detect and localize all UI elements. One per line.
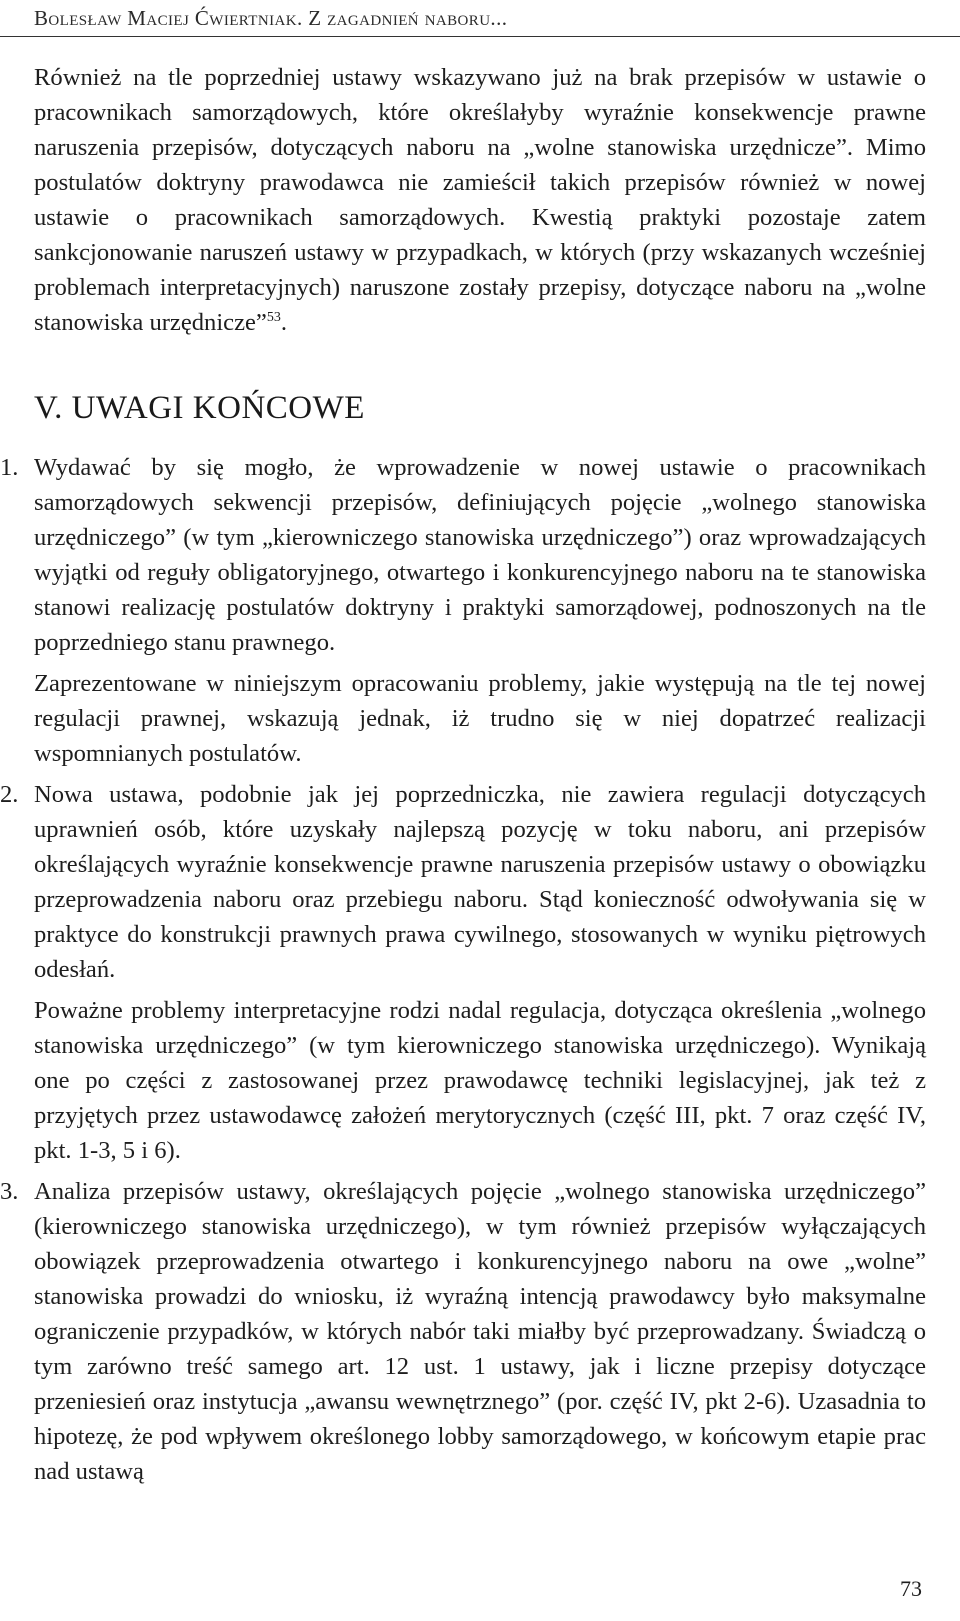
conclusion-item	[0, 450, 926, 771]
item-number: 3.	[0, 1178, 19, 1205]
intro-paragraph-end: .	[280, 309, 288, 336]
item-paragraph: Wydawać by się mogło, że wprowadzenie w nowej ustawie o pracownikach samorządowych sekwencji przepisów, definiujących pojęcie „wolnego stanowiska urzędniczego” (w tym „kierowniczego stanowiska urzędniczego”) oraz wprowadzających wyjątki od reguły obligatoryjnego, otwartego i konkurencyjnego naboru na te stanowiska stanowi realizację postulatów doktryny i praktyki samorządowej, podnoszonych na tle poprzedniego stanu prawnego.	[34, 454, 926, 656]
item-number: 2.	[0, 781, 19, 808]
intro-paragraph	[34, 60, 926, 340]
conclusions-list	[0, 450, 926, 1489]
running-head: Bolesław Maciej Ćwiertniak. Z zagadnień naboru...	[34, 6, 508, 30]
item-paragraph: Poważne problemy interpretacyjne rodzi nadal regulacja, dotycząca określenia „wolnego stanowiska urzędniczego” (w tym kierowniczego stanowiska urzędniczego). Wynikają one po części z zastosowanej przez prawodawcę techniki legislacyjnej, jak też z przyjętych przez ustawodawcę założeń merytorycznych (część III, pkt. 7 oraz część IV, pkt. 1-3, 5 i 6).	[34, 997, 926, 1164]
intro-paragraph-text: Również na tle poprzedniej ustawy wskazywano już na brak przepisów w ustawie o pracownikach samorządowych, które określałyby wyraźnie konsekwencje prawne naruszenia przepisów, dotyczących naboru na „wolne stanowiska urzędnicze”. Mimo postulatów doktryny prawodawca nie zamieścił takich przepisów również w nowej ustawie o pracownikach samorządowych. Kwestią praktyki pozostaje zatem sankcjonowanie naruszeń ustawy w przypadkach, w których (przy wskazanych wcześniej problemach interpretacyjnych) naruszone zostały przepisy, dotyczące naboru na „wolne stanowiska urzędnicze”	[34, 64, 926, 336]
item-number: 1.	[0, 454, 19, 481]
page-number: 73	[900, 1576, 922, 1601]
item-paragraph: Nowa ustawa, podobnie jak jej poprzedniczka, nie zawiera regulacji dotyczących uprawnień osób, które uzyskały najlepszą pozycję w toku naboru, ani przepisów określających wyraźnie konsekwencje prawne naruszenia przepisów ustawy o obowiązku przeprowadzenia naboru oraz przebiegu naboru. Stąd konieczność odwoływania się w praktyce do konstrukcji prawnych prawa cywilnego, stosowanych w wyniku piętrowych odesłań.	[34, 781, 926, 983]
page-body	[0, 60, 926, 1489]
section-heading: V. UWAGI KOŃCOWE	[34, 390, 365, 426]
header-rule	[0, 36, 960, 37]
conclusion-item	[0, 777, 926, 1168]
item-paragraph: Analiza przepisów ustawy, określających pojęcie „wolnego stanowiska urzędniczego” (kierowniczego stanowiska urzędniczego), w tym również przepisów wyłączających obowiązek przeprowadzenia otwartego i konkurencyjnego naboru na owe „wolne” stanowiska prowadzi do wniosku, iż wyraźną intencją prawodawcy było maksymalne ograniczenie przypadków, w których nabór taki miałby być przeprowadzany. Świadczą o tym zarówno treść samego art. 12 ust. 1 ustawy, jak i liczne przepisy dotyczące przeniesień oraz instytucja „awansu wewnętrznego” (por. część IV, pkt 2-6). Uzasadnia to hipotezę, że pod wpływem określonego lobby samorządowego, w końcowym etapie prac nad ustawą	[34, 1178, 926, 1485]
item-paragraph: Zaprezentowane w niniejszym opracowaniu problemy, jakie występują na tle tej nowej regulacji prawnej, wskazują jednak, iż trudno się w niej dopatrzeć realizacji wspomnianych postulatów.	[34, 670, 926, 767]
footnote-ref: 53	[266, 310, 281, 325]
conclusion-item	[0, 1174, 926, 1489]
